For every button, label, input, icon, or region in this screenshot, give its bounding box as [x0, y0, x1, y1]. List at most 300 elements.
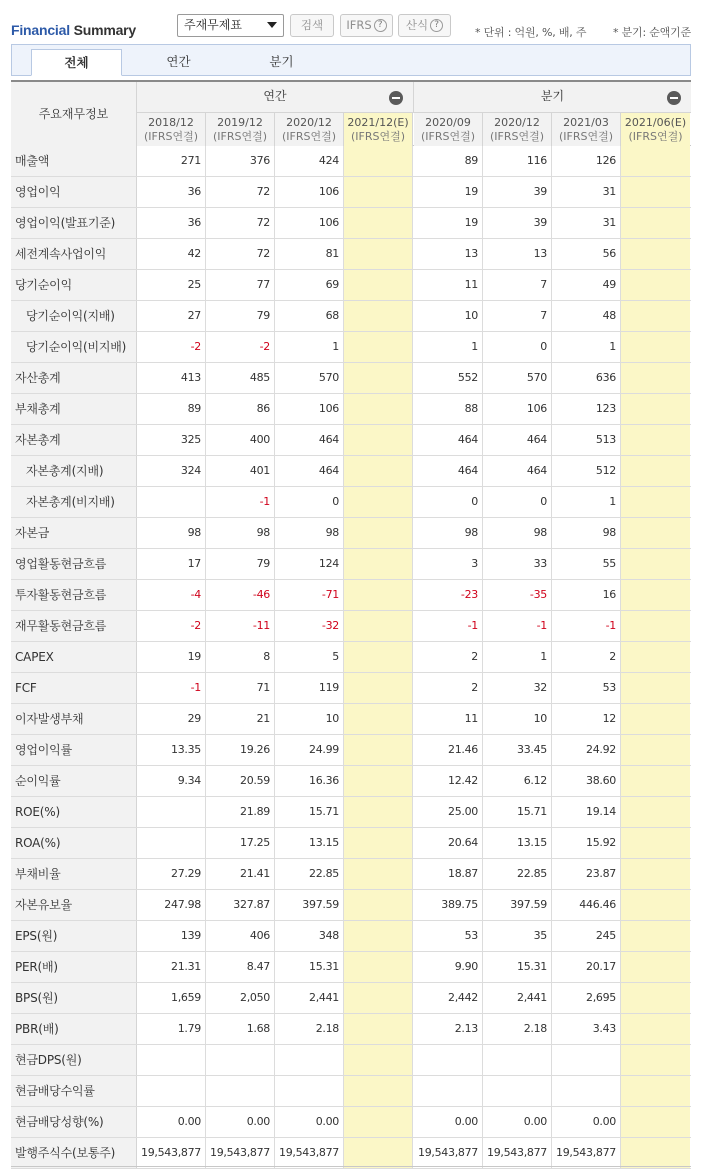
table-cell: 39	[483, 177, 552, 207]
table-row	[11, 332, 691, 363]
table-cell: 81	[275, 239, 344, 269]
table-cell: 88	[414, 394, 483, 424]
table-row	[11, 1076, 691, 1107]
table-cell: 0.00	[275, 1107, 344, 1137]
column-basis: (IFRS연결)	[281, 130, 337, 143]
row-label[interactable]: FCF	[11, 673, 137, 703]
unit-note: * 단위 : 억원, %, 배, 주	[475, 26, 587, 39]
table-row	[11, 270, 691, 301]
row-header-label: 주요재무정보	[11, 82, 137, 146]
table-cell: 13.15	[275, 828, 344, 858]
page-title	[11, 22, 136, 38]
table-cell	[621, 1138, 690, 1168]
table-cell	[344, 797, 413, 827]
table-cell: 1	[552, 487, 621, 517]
table-cell: -2	[137, 332, 206, 362]
title-financial: Financial	[11, 22, 70, 38]
table-cell: 3.43	[552, 1014, 621, 1044]
table-cell: 0	[275, 487, 344, 517]
table-cell	[552, 1076, 621, 1106]
table-cell	[344, 921, 413, 951]
table-cell	[137, 797, 206, 827]
table-cell: 12.42	[414, 766, 483, 796]
table-row	[11, 1045, 691, 1076]
table-cell	[621, 921, 690, 951]
table-row	[11, 921, 691, 952]
table-cell: 72	[206, 177, 275, 207]
row-label[interactable]: CAPEX	[11, 642, 137, 672]
table-cell: 401	[206, 456, 275, 486]
table-cell	[344, 828, 413, 858]
table-cell: 9.90	[414, 952, 483, 982]
row-label[interactable]: ROE(%)	[11, 797, 137, 827]
table-cell: 18.87	[414, 859, 483, 889]
table-cell: -46	[206, 580, 275, 610]
row-label[interactable]: 현금DPS(원)	[11, 1045, 137, 1075]
table-cell: 389.75	[414, 890, 483, 920]
table-cell	[344, 518, 413, 548]
table-cell	[621, 270, 690, 300]
table-cell	[483, 1045, 552, 1075]
table-row	[11, 1107, 691, 1138]
table-cell: 19.26	[206, 735, 275, 765]
table-cell: -23	[414, 580, 483, 610]
row-label[interactable]: 당기순이익	[11, 270, 137, 300]
table-cell	[137, 828, 206, 858]
table-cell: 271	[137, 146, 206, 176]
table-cell	[621, 642, 690, 672]
collapse-minus-icon[interactable]	[389, 91, 403, 105]
table-cell: 1.68	[206, 1014, 275, 1044]
column-basis: (IFRS연결)	[143, 130, 199, 143]
table-cell: 6.12	[483, 766, 552, 796]
table-cell: 570	[275, 363, 344, 393]
table-cell: 32	[483, 673, 552, 703]
table-cell	[621, 456, 690, 486]
table-cell: 22.85	[483, 859, 552, 889]
row-label[interactable]: 이자발생부채	[11, 704, 137, 734]
column-header	[344, 113, 413, 146]
table-cell	[621, 363, 690, 393]
table-cell: 0.00	[414, 1107, 483, 1137]
table-cell	[621, 549, 690, 579]
table-cell: 39	[483, 208, 552, 238]
table-cell: 19	[414, 208, 483, 238]
table-row	[11, 394, 691, 425]
table-cell	[275, 1076, 344, 1106]
table-cell: 0.00	[552, 1107, 621, 1137]
table-cell	[344, 487, 413, 517]
table-cell: 21.46	[414, 735, 483, 765]
table-cell: 19,543,877	[206, 1138, 275, 1168]
table-cell: 10	[275, 704, 344, 734]
table-cell: 13.15	[483, 828, 552, 858]
column-period: 2020/09	[425, 116, 471, 129]
table-cell: 325	[137, 425, 206, 455]
table-cell	[414, 1045, 483, 1075]
table-cell	[621, 859, 690, 889]
group-quarter-label: 분기	[540, 89, 565, 103]
column-period: 2020/12	[286, 116, 332, 129]
table-cell: 400	[206, 425, 275, 455]
table-cell: 2	[414, 642, 483, 672]
table-cell	[621, 301, 690, 331]
table-cell: 27.29	[137, 859, 206, 889]
row-label[interactable]: 매출액	[11, 146, 137, 176]
column-basis: (IFRS연결)	[628, 130, 683, 143]
table-cell: 0	[483, 487, 552, 517]
table-cell	[344, 332, 413, 362]
table-cell	[344, 301, 413, 331]
table-cell	[621, 1045, 690, 1075]
table-cell: 552	[414, 363, 483, 393]
table-cell: 23.87	[552, 859, 621, 889]
table-cell: -71	[275, 580, 344, 610]
table-cell: 68	[275, 301, 344, 331]
row-label[interactable]: 당기순이익(지배)	[11, 301, 137, 331]
table-cell: 15.71	[275, 797, 344, 827]
table-cell: 139	[137, 921, 206, 951]
table-cell	[344, 1045, 413, 1075]
table-cell: 2,442	[414, 983, 483, 1013]
table-cell	[621, 1107, 690, 1137]
tab-quarter[interactable]: 분기	[269, 54, 294, 69]
row-label[interactable]: 자본유보율	[11, 890, 137, 920]
table-cell	[344, 1107, 413, 1137]
row-label[interactable]: 영업이익(발표기준)	[11, 208, 137, 238]
table-cell	[344, 1014, 413, 1044]
group-annual-label: 연간	[263, 89, 287, 103]
table-cell: 19,543,877	[483, 1138, 552, 1168]
table-cell: 98	[414, 518, 483, 548]
table-cell: 79	[206, 301, 275, 331]
table-cell: 324	[137, 456, 206, 486]
row-label[interactable]: 순이익률	[11, 766, 137, 796]
table-cell: 21	[206, 704, 275, 734]
column-period: 2021/12(E)	[347, 116, 409, 129]
table-cell: 8	[206, 642, 275, 672]
table-cell: 512	[552, 456, 621, 486]
table-cell: 56	[552, 239, 621, 269]
table-cell: 16	[552, 580, 621, 610]
column-period: 2018/12	[148, 116, 194, 129]
table-cell: 116	[483, 146, 552, 176]
table-cell	[344, 1138, 413, 1168]
table-cell: 1	[483, 642, 552, 672]
table-cell: 36	[137, 208, 206, 238]
table-row	[11, 952, 691, 983]
table-cell	[621, 394, 690, 424]
table-cell: 72	[206, 208, 275, 238]
table-row	[11, 456, 691, 487]
row-label[interactable]: 부채총계	[11, 394, 137, 424]
table-cell	[621, 983, 690, 1013]
table-cell: 0.00	[483, 1107, 552, 1137]
table-cell: 2.13	[414, 1014, 483, 1044]
table-row	[11, 1014, 691, 1045]
table-cell: 33	[483, 549, 552, 579]
table-cell	[137, 487, 206, 517]
table-cell: 464	[483, 456, 552, 486]
table-cell: 8.47	[206, 952, 275, 982]
table-cell: 106	[275, 177, 344, 207]
table-cell: 413	[137, 363, 206, 393]
table-cell	[621, 332, 690, 362]
row-label[interactable]: 현금배당수익률	[11, 1076, 137, 1106]
table-cell: -1	[206, 487, 275, 517]
table-cell: 19	[414, 177, 483, 207]
table-cell: 53	[414, 921, 483, 951]
table-row	[11, 1138, 691, 1169]
row-label[interactable]: 자본총계(지배)	[11, 456, 137, 486]
table-cell: 89	[137, 394, 206, 424]
row-label[interactable]: 영업활동현금흐름	[11, 549, 137, 579]
table-cell	[344, 890, 413, 920]
table-cell: 36	[137, 177, 206, 207]
table-cell: 10	[414, 301, 483, 331]
table-cell: 25	[137, 270, 206, 300]
table-cell	[344, 735, 413, 765]
table-cell: 33.45	[483, 735, 552, 765]
table-cell: 10	[483, 704, 552, 734]
table-cell: 17.25	[206, 828, 275, 858]
table-cell	[344, 208, 413, 238]
table-cell: 464	[414, 456, 483, 486]
column-basis: (IFRS연결)	[212, 130, 268, 143]
table-cell: 327.87	[206, 890, 275, 920]
table-cell: 69	[275, 270, 344, 300]
table-row	[11, 487, 691, 518]
table-cell: 31	[552, 177, 621, 207]
table-cell	[344, 239, 413, 269]
table-cell	[344, 394, 413, 424]
table-cell: 19.14	[552, 797, 621, 827]
row-label[interactable]: 발행주식수(보통주)	[11, 1138, 137, 1168]
table-cell: 98	[206, 518, 275, 548]
table-body	[11, 146, 691, 1169]
table-cell: -1	[483, 611, 552, 641]
basis-note: * 분기: 순액기준	[613, 26, 691, 39]
table-cell: 86	[206, 394, 275, 424]
row-label[interactable]: 세전계속사업이익	[11, 239, 137, 269]
table-cell: 19	[137, 642, 206, 672]
row-label[interactable]: PBR(배)	[11, 1014, 137, 1044]
table-row	[11, 828, 691, 859]
table-cell: 397.59	[275, 890, 344, 920]
table-cell: 2	[552, 642, 621, 672]
table-cell	[621, 797, 690, 827]
table-cell: 13.35	[137, 735, 206, 765]
table-footer-line	[11, 1166, 691, 1174]
collapse-minus-icon[interactable]	[667, 91, 681, 105]
table-cell	[621, 239, 690, 269]
table-cell	[344, 952, 413, 982]
table-cell: 245	[552, 921, 621, 951]
statement-type-select[interactable]	[177, 14, 284, 37]
row-label[interactable]: 영업이익	[11, 177, 137, 207]
table-cell: -1	[137, 673, 206, 703]
table-cell: 2.18	[275, 1014, 344, 1044]
table-cell: 0	[414, 487, 483, 517]
table-cell	[621, 518, 690, 548]
table-cell	[344, 270, 413, 300]
table-cell: 15.92	[552, 828, 621, 858]
table-cell	[344, 549, 413, 579]
table-cell: 98	[483, 518, 552, 548]
table-cell	[206, 1076, 275, 1106]
table-cell: -35	[483, 580, 552, 610]
table-cell	[344, 766, 413, 796]
column-header	[206, 113, 275, 146]
table-cell: 89	[414, 146, 483, 176]
row-label[interactable]: BPS(원)	[11, 983, 137, 1013]
table-cell	[344, 673, 413, 703]
table-cell	[414, 1076, 483, 1106]
table-cell: 9.34	[137, 766, 206, 796]
table-cell: 2,695	[552, 983, 621, 1013]
table-cell: 22.85	[275, 859, 344, 889]
tab-annual[interactable]: 연간	[166, 54, 191, 69]
table-cell	[344, 580, 413, 610]
table-cell	[137, 1076, 206, 1106]
row-label[interactable]: 자산총계	[11, 363, 137, 393]
table-cell: 119	[275, 673, 344, 703]
table-cell	[344, 1076, 413, 1106]
top-toolbar	[0, 0, 702, 44]
table-cell: 55	[552, 549, 621, 579]
financial-table	[11, 80, 691, 1169]
table-cell: 98	[552, 518, 621, 548]
table-cell: 464	[275, 456, 344, 486]
column-basis: (IFRS연결)	[350, 130, 406, 143]
row-label[interactable]: ROA(%)	[11, 828, 137, 858]
table-cell	[621, 177, 690, 207]
row-label[interactable]: 투자활동현금흐름	[11, 580, 137, 610]
table-cell	[206, 1045, 275, 1075]
table-cell: 38.60	[552, 766, 621, 796]
table-cell: 13	[483, 239, 552, 269]
table-cell: 53	[552, 673, 621, 703]
table-row	[11, 146, 691, 177]
table-cell: 124	[275, 549, 344, 579]
column-basis: (IFRS연결)	[558, 130, 614, 143]
column-header	[552, 113, 621, 146]
ifrs-button-label: IFRS	[346, 18, 372, 32]
table-cell	[483, 1076, 552, 1106]
table-cell: 376	[206, 146, 275, 176]
table-row	[11, 177, 691, 208]
table-cell: 1	[414, 332, 483, 362]
table-row	[11, 208, 691, 239]
table-cell: 106	[275, 394, 344, 424]
table-cell: -32	[275, 611, 344, 641]
row-label[interactable]: 자본총계(비지배)	[11, 487, 137, 517]
formula-button[interactable]	[398, 14, 451, 37]
table-cell: 570	[483, 363, 552, 393]
row-label[interactable]: 영업이익률	[11, 735, 137, 765]
table-cell	[621, 704, 690, 734]
help-icon: ?	[430, 19, 443, 32]
table-cell: 21.41	[206, 859, 275, 889]
table-cell: 485	[206, 363, 275, 393]
row-label[interactable]: 현금배당성향(%)	[11, 1107, 137, 1137]
table-row	[11, 983, 691, 1014]
table-cell: 446.46	[552, 890, 621, 920]
ifrs-button[interactable]	[340, 14, 393, 37]
table-cell	[621, 425, 690, 455]
table-cell: 19,543,877	[552, 1138, 621, 1168]
row-label[interactable]: EPS(원)	[11, 921, 137, 951]
table-cell: 29	[137, 704, 206, 734]
period-tabs	[11, 44, 691, 76]
table-cell: 513	[552, 425, 621, 455]
group-quarter-header	[414, 82, 691, 113]
table-cell: 2,441	[275, 983, 344, 1013]
table-cell	[621, 673, 690, 703]
table-row	[11, 611, 691, 642]
table-cell: 397.59	[483, 890, 552, 920]
table-cell: 464	[414, 425, 483, 455]
table-row	[11, 580, 691, 611]
column-period: 2019/12	[217, 116, 263, 129]
table-row	[11, 518, 691, 549]
row-label[interactable]: PER(배)	[11, 952, 137, 982]
table-cell: 106	[275, 208, 344, 238]
table-cell	[621, 580, 690, 610]
row-label[interactable]: 자본총계	[11, 425, 137, 455]
table-cell: 348	[275, 921, 344, 951]
search-button[interactable]: 검색	[290, 14, 334, 37]
table-cell	[344, 611, 413, 641]
row-label[interactable]: 부채비율	[11, 859, 137, 889]
table-cell	[552, 1045, 621, 1075]
table-cell: 2.18	[483, 1014, 552, 1044]
table-row	[11, 363, 691, 394]
table-cell: 15.31	[275, 952, 344, 982]
table-cell: 7	[483, 270, 552, 300]
row-label[interactable]: 자본금	[11, 518, 137, 548]
table-cell	[621, 611, 690, 641]
table-cell: 2,441	[483, 983, 552, 1013]
table-cell	[344, 425, 413, 455]
table-cell	[344, 704, 413, 734]
table-cell: 21.89	[206, 797, 275, 827]
table-cell: 49	[552, 270, 621, 300]
table-cell: 71	[206, 673, 275, 703]
table-cell: 21.31	[137, 952, 206, 982]
title-summary: Summary	[73, 22, 137, 38]
table-cell: 48	[552, 301, 621, 331]
table-cell	[621, 735, 690, 765]
table-cell	[621, 487, 690, 517]
table-cell: 31	[552, 208, 621, 238]
table-cell: 2,050	[206, 983, 275, 1013]
row-label[interactable]: 재무활동현금흐름	[11, 611, 137, 641]
table-cell	[621, 1076, 690, 1106]
table-cell: 79	[206, 549, 275, 579]
table-cell: 123	[552, 394, 621, 424]
table-cell: 1	[552, 332, 621, 362]
table-cell: 24.99	[275, 735, 344, 765]
table-cell: 20.64	[414, 828, 483, 858]
table-cell: 19,543,877	[275, 1138, 344, 1168]
table-cell	[344, 859, 413, 889]
row-label[interactable]: 당기순이익(비지배)	[11, 332, 137, 362]
tab-all[interactable]: 전체	[31, 49, 122, 76]
table-cell: 35	[483, 921, 552, 951]
table-cell: 0	[483, 332, 552, 362]
table-cell	[344, 146, 413, 176]
